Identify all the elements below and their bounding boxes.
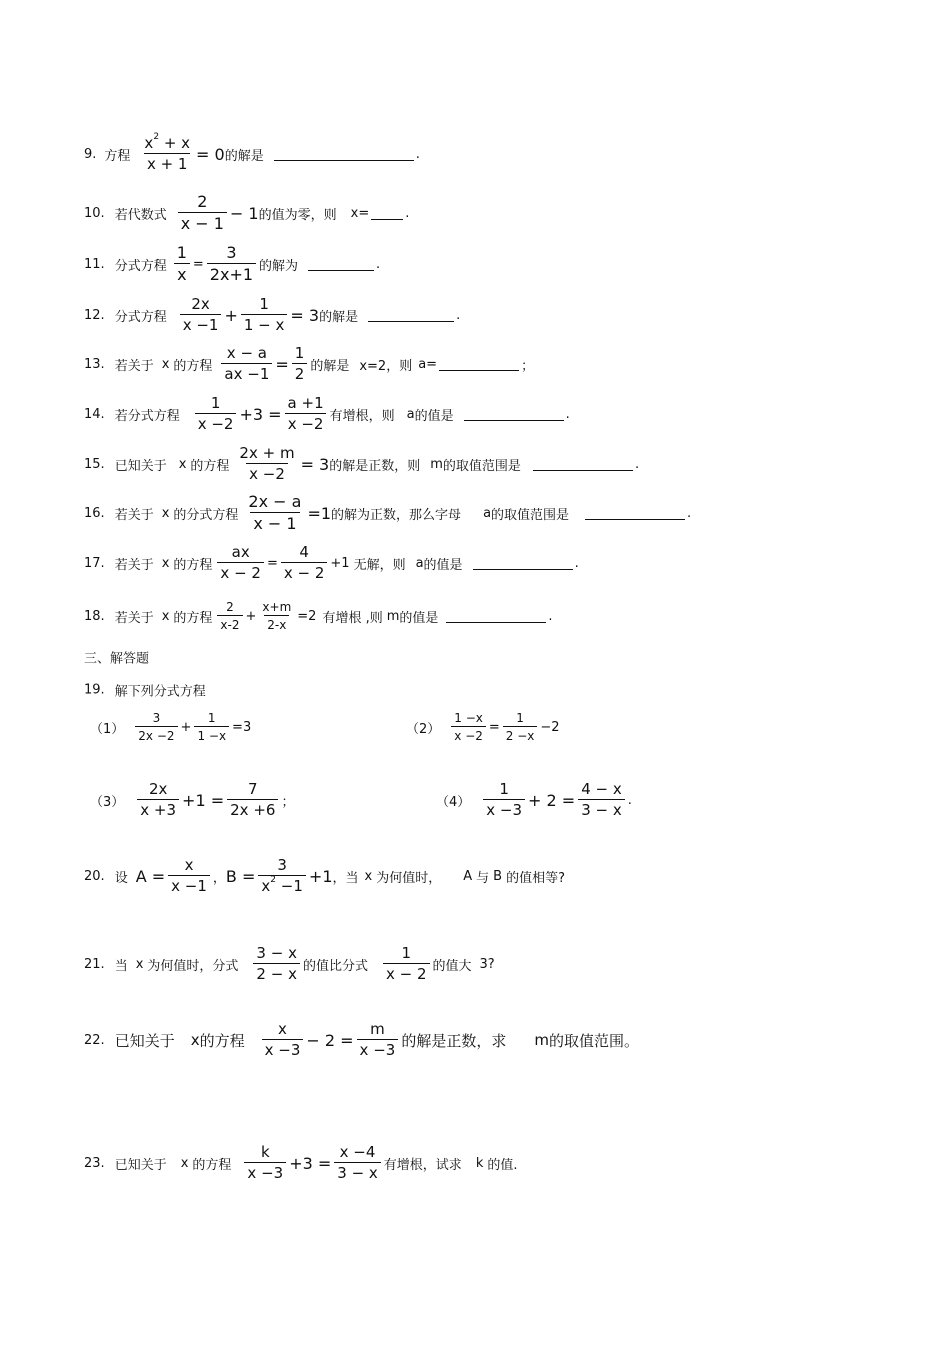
variable: B [493, 868, 503, 884]
variable: x [161, 608, 170, 624]
fraction: $\frac{x}{x -1}$ [168, 858, 210, 894]
question-text: 有增根，则 [329, 408, 395, 424]
part-label: （3） [90, 794, 125, 810]
math-text: +3 = [239, 404, 282, 424]
math-text: −2 [540, 719, 560, 735]
math-text: =2 [297, 608, 317, 624]
math-text: + 2 = [528, 790, 576, 810]
question-text: 设 [114, 870, 128, 886]
variable: x [161, 505, 170, 521]
math-text: =3 [232, 719, 252, 735]
fraction: $\frac{7}{2x +6}$ [227, 782, 278, 818]
question-text: 的取值范围是 [491, 507, 570, 523]
variable: x [190, 1031, 200, 1049]
question-number: 9. [84, 146, 97, 162]
question-text: ，当 [332, 870, 359, 886]
fraction: $\frac{3 - x}{2 - x}$ [253, 946, 300, 982]
math-text: +3 = [289, 1153, 332, 1173]
question-text: 的解是正数，则 [329, 458, 421, 474]
question-text: 的解是正数，求 [401, 1031, 507, 1050]
question-text: 为何值时， [376, 870, 442, 886]
math-text: =1 [307, 503, 332, 523]
fraction: $\frac{2x - a}{x - 1}$ [248, 492, 302, 533]
answer-blank[interactable] [371, 207, 403, 220]
question-text: 若关于 [114, 557, 154, 573]
question-number: 15. [84, 456, 105, 472]
question-text: 的值为零，则 [258, 207, 337, 223]
punctuation: . [405, 205, 410, 221]
question-text: 的取值范围。 [548, 1031, 639, 1050]
question-number: 16. [84, 505, 105, 521]
question-text: 的值相等? [506, 870, 565, 886]
answer-blank[interactable] [274, 148, 414, 161]
fraction: $\frac{1}{1 -x}$ [194, 712, 229, 742]
variable: x [178, 456, 187, 472]
question-text: 若代数式 [114, 207, 167, 223]
question-text: 的值. [487, 1157, 518, 1173]
fraction: $\frac{2x}{x -1}$ [180, 297, 222, 333]
fraction: $\frac{1}{1 - x}$ [241, 297, 288, 333]
math-text: = [488, 719, 500, 735]
punctuation: . [627, 792, 632, 808]
math-text: = [192, 256, 204, 272]
answer-blank[interactable] [585, 507, 685, 520]
punctuation: ； [281, 794, 295, 810]
fraction: $\frac{1 -x}{x -2}$ [451, 712, 486, 742]
variable: a [415, 555, 424, 571]
punctuation: . [565, 406, 570, 422]
question-text: 的方程 [190, 458, 230, 474]
punctuation: . [574, 555, 579, 571]
math-text: B = [225, 866, 256, 886]
math-text: 3? [479, 956, 495, 972]
question-text: 的值是 [423, 557, 463, 573]
question-text: 分式方程 [114, 309, 167, 325]
math-text: = 3 [300, 454, 330, 474]
math-text: = 0 [196, 144, 225, 164]
variable: k [475, 1155, 484, 1171]
question-text: 的方程 [192, 1157, 232, 1173]
fraction: $\frac{3}{2x -2}$ [135, 712, 177, 742]
question-number: 21. [84, 956, 105, 972]
math-text: A = [135, 866, 166, 886]
question-number: 11. [84, 256, 105, 272]
variable: m [534, 1031, 549, 1049]
question-number: 22. [84, 1032, 105, 1048]
answer-blank[interactable] [464, 408, 564, 421]
fraction: $\frac{x^2 + x}{x + 1}$ [144, 132, 191, 173]
question-number: 23. [84, 1155, 105, 1171]
question-text: 若关于 [114, 610, 154, 626]
variable: a [483, 505, 492, 521]
math-text: +1 [330, 555, 350, 571]
question-text: 的方程 [173, 610, 213, 626]
question-text: 若关于 [114, 358, 154, 374]
fraction: $\frac{4}{x - 2}$ [281, 545, 328, 581]
fraction: $\frac{2}{x-2}$ [217, 601, 242, 631]
fraction: $\frac{1}{x -3}$ [483, 782, 525, 818]
question-text: 的解是 [319, 309, 359, 325]
question-text: 若关于 [114, 507, 154, 523]
fraction: $\frac{1}{x}$ [174, 245, 190, 283]
answer-blank[interactable] [446, 610, 546, 623]
math-text: = [266, 555, 278, 571]
answer-blank[interactable] [473, 557, 573, 570]
question-text: 的解为正数，那么字母 [331, 507, 462, 523]
question-number: 13. [84, 356, 105, 372]
question-number: 18. [84, 608, 105, 624]
math-text: +1 [308, 866, 333, 886]
fraction: $\frac{1}{x - 2}$ [383, 946, 430, 982]
answer-blank[interactable] [533, 458, 633, 471]
variable: x [180, 1155, 189, 1171]
math-text: − 1 [229, 203, 259, 223]
math-text: + [224, 305, 238, 325]
question-text: 若分式方程 [114, 408, 180, 424]
math-text: + [180, 719, 192, 735]
fraction: $\frac{x - a}{ax -1}$ [221, 346, 272, 382]
question-text: 的值是 [414, 408, 454, 424]
fraction: $\frac{a +1}{x -2}$ [285, 396, 327, 432]
variable: x= [350, 205, 370, 221]
variable: x [161, 356, 170, 372]
question-text: 的方程 [173, 557, 213, 573]
fraction: $\frac{1}{2 -x}$ [503, 712, 538, 742]
question-text: 的值是 [399, 610, 439, 626]
question-text: 当 [114, 958, 128, 974]
answer-blank[interactable] [439, 358, 519, 371]
part-label: （1） [90, 721, 125, 737]
variable: a= [418, 356, 438, 372]
fraction: $\frac{x+m}{2-x}$ [262, 600, 292, 632]
punctuation: . [548, 608, 553, 624]
fraction: $\frac{3}{x^2 -1}$ [258, 858, 306, 894]
question-text: 的取值范围是 [442, 458, 521, 474]
part-label: （4） [436, 794, 471, 810]
question-text: 的解为 [259, 258, 299, 274]
question-text: 已知关于 [114, 1157, 167, 1173]
variable: x [161, 555, 170, 571]
punctuation: . [456, 307, 461, 323]
fraction: $\frac{k}{x -3}$ [244, 1145, 286, 1181]
question-text: 的值比分式 [302, 958, 368, 974]
question-text: 解下列分式方程 [114, 684, 206, 700]
fraction: $\frac{1}{2}$ [292, 346, 308, 382]
math-text: + [245, 608, 257, 624]
part-label: （2） [406, 721, 441, 737]
fraction: $\frac{3}{2x+1}$ [207, 245, 256, 283]
fraction: $\frac{2x + m}{x -2}$ [239, 444, 295, 483]
fraction: $\frac{m}{x -3}$ [357, 1022, 399, 1058]
question-text: 已知关于 [114, 1031, 175, 1050]
punctuation: . [415, 146, 420, 162]
variable: m [386, 608, 400, 624]
fraction: $\frac{2x}{x +3}$ [137, 782, 179, 818]
math-text: +1 = [182, 790, 225, 810]
question-text: 有增根，试求 [383, 1157, 462, 1173]
question-text: 的解是 [224, 148, 264, 164]
answer-blank[interactable] [368, 309, 454, 322]
question-text: 的值大 [432, 958, 472, 974]
fraction: $\frac{1}{x -2}$ [195, 396, 237, 432]
punctuation: . [687, 505, 692, 521]
question-text: x=2，则 [359, 358, 413, 374]
answer-blank[interactable] [308, 258, 374, 271]
question-number: 12. [84, 307, 105, 323]
question-text: 为何值时，分式 [147, 958, 239, 974]
question-text: 与 [476, 870, 490, 886]
question-text: 的方程 [173, 358, 213, 374]
math-text: − 2 = [306, 1030, 354, 1050]
punctuation: . [634, 456, 640, 472]
variable: a [406, 406, 415, 422]
question-number: 10. [84, 205, 105, 221]
variable: x [364, 868, 373, 884]
question-text: 的方程 [199, 1031, 245, 1050]
section-title: 三、解答题 [84, 651, 150, 667]
fraction: $\frac{ax}{x - 2}$ [217, 545, 264, 581]
math-text: = 3 [290, 305, 320, 325]
question-number: 19. [84, 682, 105, 698]
variable: A [463, 868, 473, 884]
fraction: $\frac{x}{x -3}$ [262, 1022, 304, 1058]
fraction: $\frac{x -4}{3 - x}$ [334, 1145, 381, 1181]
fraction: $\frac{4 - x}{3 - x}$ [578, 782, 625, 818]
punctuation: ， [212, 870, 226, 886]
math-text: = [275, 354, 289, 374]
question-text: 分式方程 [114, 258, 167, 274]
punctuation: ； [521, 358, 535, 374]
question-text: 方程 [104, 148, 131, 164]
question-text: 的分式方程 [173, 507, 239, 523]
question-text: 有增根 ,则 [322, 610, 383, 626]
question-text: 的解是 [310, 358, 350, 374]
question-number: 20. [84, 868, 105, 884]
question-number: 14. [84, 406, 105, 422]
variable: x [135, 956, 144, 972]
question-text: 已知关于 [114, 458, 167, 474]
fraction: $\frac{2}{x - 1}$ [178, 194, 227, 232]
variable: m [430, 456, 443, 472]
question-text: 无解，则 [353, 557, 406, 573]
punctuation: . [376, 256, 381, 272]
question-number: 17. [84, 555, 105, 571]
